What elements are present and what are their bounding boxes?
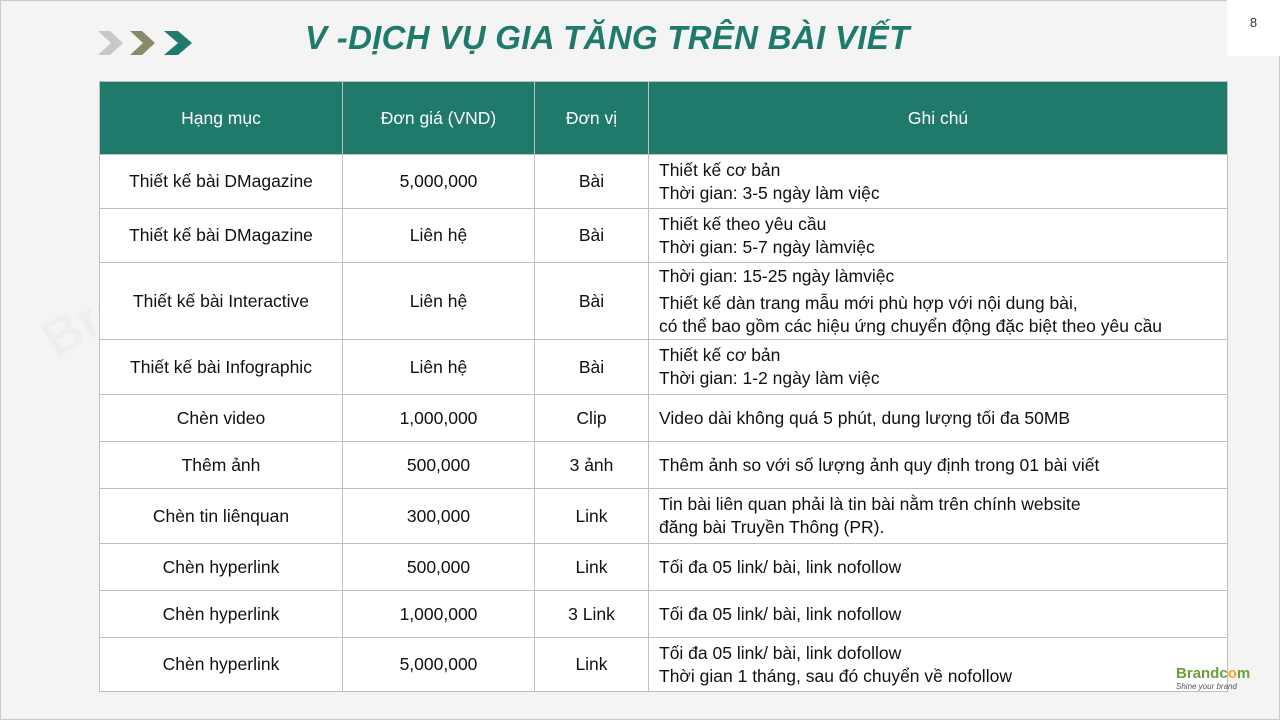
table-row <box>100 340 1228 395</box>
cell-item: Chèn hyperlink <box>100 591 343 638</box>
cell-notes <box>649 340 1228 395</box>
chevron-dark-icon <box>164 31 192 55</box>
logo-wordmark-o: o <box>1227 665 1237 682</box>
page-number: 8 <box>1227 0 1280 56</box>
logo-tagline: Shine your brand <box>1176 682 1237 691</box>
cell-unit: Bài <box>535 340 649 395</box>
cell-price: Liên hệ <box>343 340 535 395</box>
header-price: Đơn giá (VND) <box>343 82 535 155</box>
note-line: Thời gian: 5-7 ngày làmviệc <box>659 236 875 257</box>
cell-unit: Clip <box>535 395 649 442</box>
cell-price: 500,000 <box>343 442 535 489</box>
header-notes: Ghi chú <box>649 82 1228 155</box>
note-line: Thời gian 1 tháng, sau đó chuyển về nofollow <box>659 665 1012 686</box>
table-row <box>100 155 1228 209</box>
cell-notes <box>649 263 1228 340</box>
brandcom-logo <box>1176 666 1266 696</box>
note-line: có thể bao gồm các hiệu ứng chuyển động đặc biệt theo yêu cầu <box>659 315 1163 336</box>
cell-unit: Bài <box>535 155 649 209</box>
chevron-arrows-icon <box>96 28 196 58</box>
cell-item: Thiết kế bài DMagazine <box>100 209 343 263</box>
cell-price: 5,000,000 <box>343 155 535 209</box>
cell-notes <box>649 209 1228 263</box>
header-category: Hạng mục <box>100 82 343 155</box>
cell-notes <box>649 591 1228 638</box>
pricing-table <box>99 81 1228 692</box>
note-line: Video dài không quá 5 phút, dung lượng tối đa 50MB <box>659 407 1071 428</box>
cell-unit: Bài <box>535 263 649 340</box>
cell-price: 5,000,000 <box>343 638 535 692</box>
logo-wordmark-suffix: m <box>1236 665 1251 682</box>
note-line: Thiết kế theo yêu cầu <box>659 213 827 234</box>
note-line: Tối đa 05 link/ bài, link dofollow <box>659 642 902 663</box>
cell-price: 500,000 <box>343 544 535 591</box>
logo-wordmark-prefix: Brandc <box>1176 665 1228 682</box>
header-unit: Đơn vị <box>535 82 649 155</box>
cell-notes <box>649 395 1228 442</box>
table-row <box>100 263 1228 340</box>
note-line: Tin bài liên quan phải là tin bài nằm trên chính website <box>659 494 1081 514</box>
note-line: đăng bài Truyền Thông (PR). <box>659 517 885 537</box>
cell-notes <box>649 544 1228 591</box>
note-line: Thời gian: 1-2 ngày làm việc <box>659 368 880 388</box>
cell-item: Thiết kế bài Infographic <box>100 340 343 395</box>
cell-price: Liên hệ <box>343 263 535 340</box>
table-row <box>100 395 1228 442</box>
cell-notes <box>649 442 1228 489</box>
cell-item: Chèn hyperlink <box>100 544 343 591</box>
table-row <box>100 442 1228 489</box>
table-row <box>100 544 1228 591</box>
cell-unit: 3 ảnh <box>535 442 649 489</box>
cell-price: 1,000,000 <box>343 591 535 638</box>
table-row <box>100 209 1228 263</box>
note-line: Thiết kế cơ bản <box>659 159 781 180</box>
cell-price: 1,000,000 <box>343 395 535 442</box>
note-line: Thêm ảnh so với số lượng ảnh quy định trong 01 bài viết <box>659 454 1100 475</box>
cell-notes <box>649 489 1228 544</box>
cell-price: 300,000 <box>343 489 535 544</box>
note-line: Thời gian: 3-5 ngày làm việc <box>659 182 880 203</box>
cell-item: Thiết kế bài DMagazine <box>100 155 343 209</box>
cell-unit: Bài <box>535 209 649 263</box>
cell-unit: Link <box>535 489 649 544</box>
note-line: Tối đa 05 link/ bài, link nofollow <box>659 556 902 577</box>
note-line: Thiết kế dàn trang mẫu mới phù hợp với nội dung bài, <box>659 292 1078 313</box>
cell-item: Chèn tin liênquan <box>100 489 343 544</box>
table-row <box>100 591 1228 638</box>
cell-item: Thêm ảnh <box>100 442 343 489</box>
table-header-row <box>100 82 1228 155</box>
cell-notes <box>649 638 1228 692</box>
table-row <box>100 638 1228 692</box>
cell-unit: Link <box>535 544 649 591</box>
note-line: Tối đa 05 link/ bài, link nofollow <box>659 603 902 624</box>
cell-notes <box>649 155 1228 209</box>
cell-price: Liên hệ <box>343 209 535 263</box>
note-line: Thời gian: 15-25 ngày làmviệc <box>659 265 895 286</box>
cell-item: Chèn hyperlink <box>100 638 343 692</box>
note-line: Thiết kế cơ bản <box>659 345 781 365</box>
cell-unit: 3 Link <box>535 591 649 638</box>
cell-item: Chèn video <box>100 395 343 442</box>
cell-item: Thiết kế bài Interactive <box>100 263 343 340</box>
logo-wordmark <box>1176 666 1266 682</box>
cell-unit: Link <box>535 638 649 692</box>
chevron-mid-icon <box>130 31 155 55</box>
table-row <box>100 489 1228 544</box>
page-title: V -DỊCH VỤ GIA TĂNG TRÊN BÀI VIẾT <box>305 19 910 56</box>
chevron-light-icon <box>98 31 123 55</box>
